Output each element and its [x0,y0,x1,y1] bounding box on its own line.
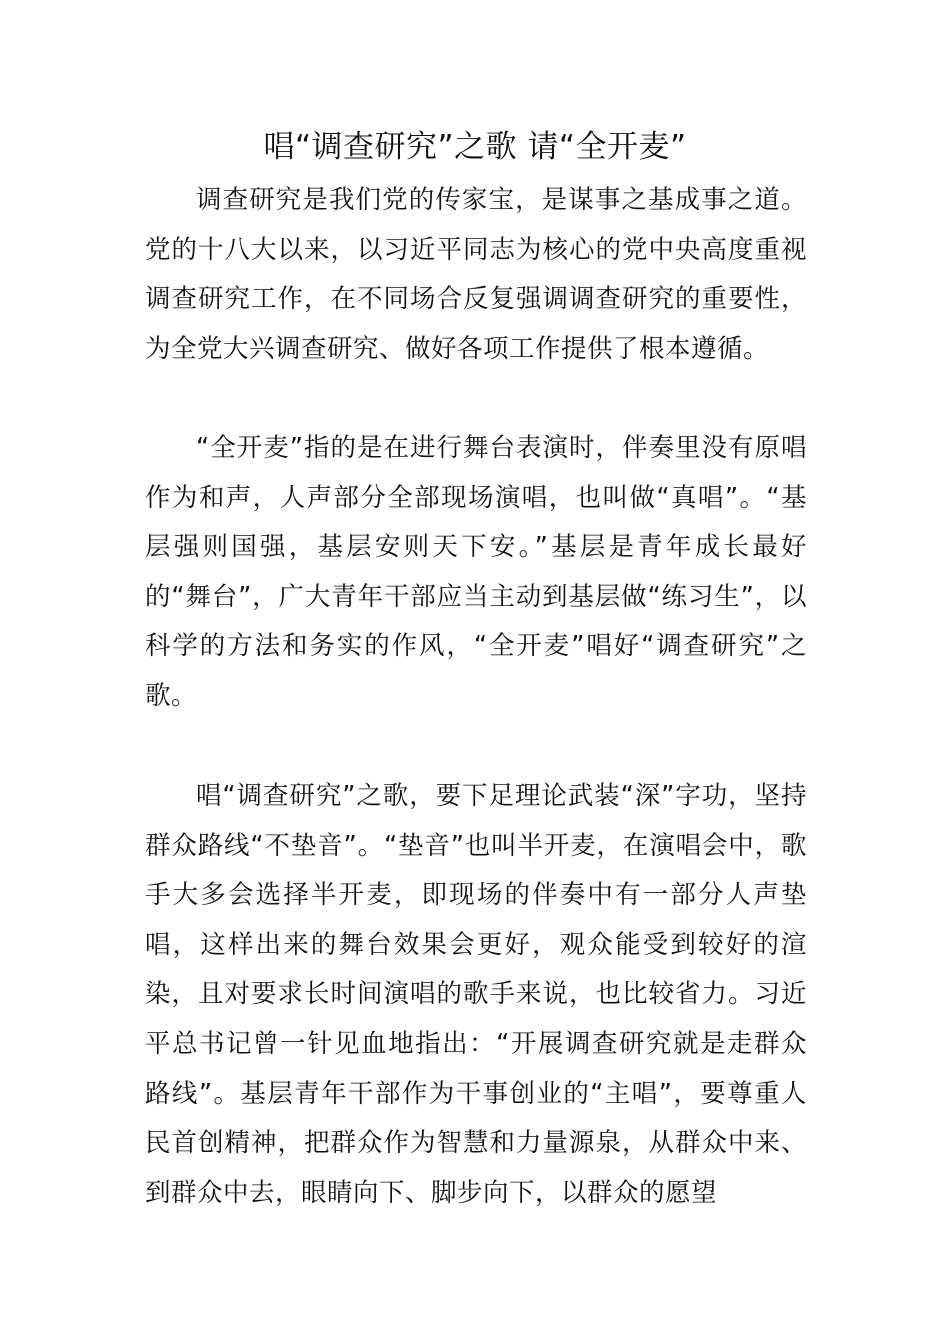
paragraph-1: 调查研究是我们党的传家宝，是谋事之基成事之道。党的十八大以来，以习近平同志为核心的党中央高度重视调查研究工作，在不同场合反复强调调查研究的重要性，为全党大兴调查研究、做好各项工作提供了根本遵循。 [145,185,807,364]
paragraph-2: “全开麦”指的是在进行舞台表演时，伴奏里没有原唱作为和声，人声部分全部现场演唱，也叫做“真唱”。“基层强则国强，基层安则天下安。”基层是青年成长最好的“舞台”，广大青年干部应当主动到基层做“练习生”，以科学的方法和务实的作风，“全开麦”唱好“调查研究”之歌。 [145,433,807,711]
document-title: 唱“调查研究”之歌 请“全开麦” [263,129,687,165]
paragraph-3: 唱“调查研究”之歌，要下足理论武装“深”字功，坚持群众路线“不垫音”。“垫音”也叫半开麦，在演唱会中，歌手大多会选择半开麦，即现场的伴奏中有一部分人声垫唱，这样出来的舞台效果会更好，观众能受到较好的渲染，且对要求长时间演唱的歌手来说，也比较省力。习近平总书记曾一针见血地指出：“开展调查研究就是走群众路线”。基层青年干部作为干事创业的“主唱”，要尊重人民首创精神，把群众作为智慧和力量源泉，从群众中来、到群众中去，眼睛向下、脚步向下，以群众的愿望 [145,781,807,1208]
